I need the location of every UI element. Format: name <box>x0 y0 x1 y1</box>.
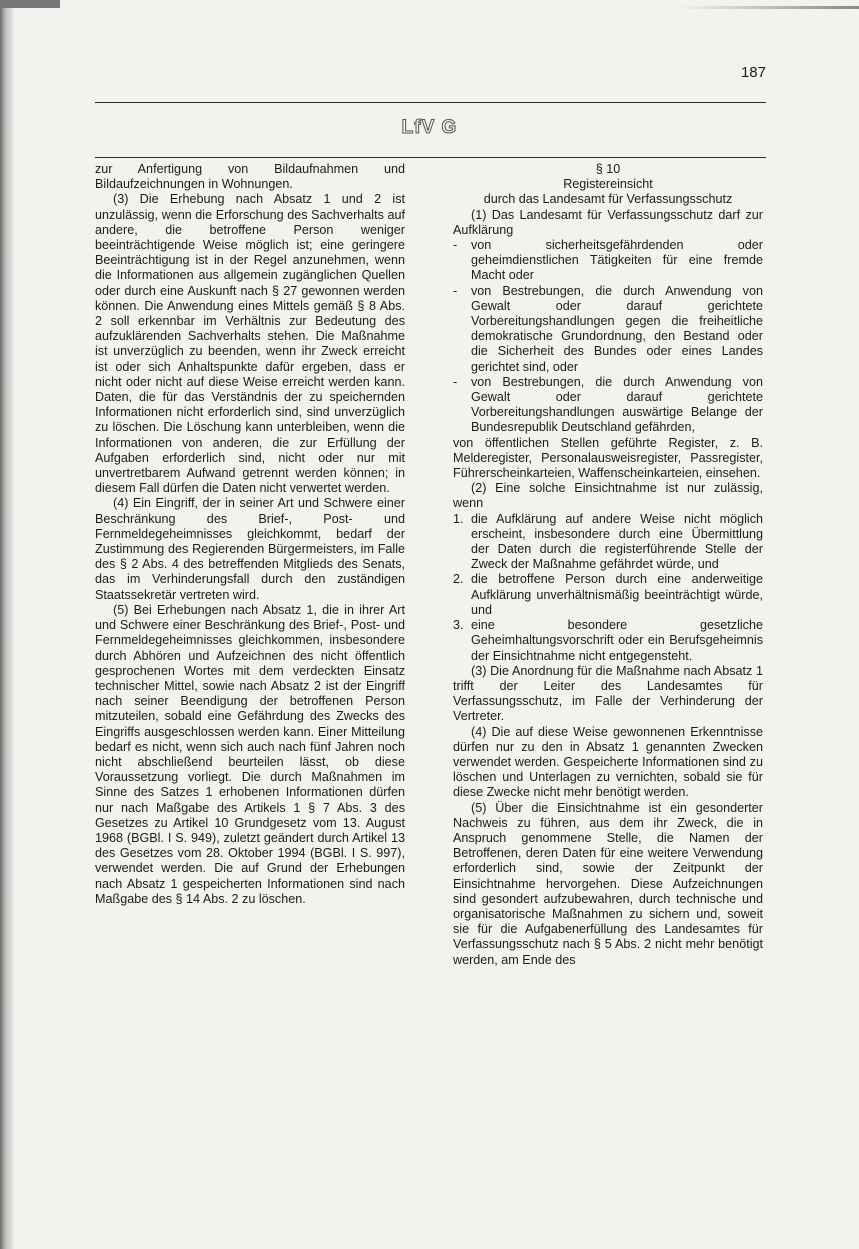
right-paragraph-2-intro: (2) Eine solche Einsichtnahme ist nur zulässig, wenn <box>453 481 763 511</box>
condition-list <box>453 512 763 664</box>
scan-binding-shadow <box>0 0 14 1249</box>
left-paragraph-5: (5) Bei Erhebungen nach Absatz 1, die in ihrer Art und Schwere einer Beschränkung des Brief-, Post- und Fernmeldegeheimnisses gleichkommen, insbesondere durch Abhören und Aufzeichnen des nicht öffentlich gesprochenen Wortes mit dem verdeckten Einsatz technischer Mittel, sowie nach Absatz 2 ist der Eingriff nach seiner Beendigung der betroffenen Person mitzuteilen, sobald eine Gefährdung des Zwecks des Eingriffs ausgeschlossen werden kann. Einer Mitteilung bedarf es nicht, wenn sich auch nach fünf Jahren noch nicht abschließend beurteilen lässt, ob diese Voraussetzung vorliegt. Die durch Maßnahmen im Sinne des Satzes 1 erhobenen Informationen dürfen nur nach Maßgabe des Artikels 1 § 7 Abs. 3 des Gesetzes zu Artikel 10 Grundgesetz vom 13. August 1968 (BGBl. I S. 949), zuletzt geändert durch Artikel 13 des Gesetzes vom 28. Oktober 1994 (BGBl. I S. 997), verwendet werden. Die auf Grund der Erhebungen nach Absatz 1 gespeicherten Informationen sind nach Maßgabe des § 14 Abs. 2 zu löschen. <box>95 602 405 906</box>
list-item <box>453 375 763 436</box>
right-paragraph-1-outro: von öffentlichen Stellen geführte Register, z. B. Melderegister, Personalausweisregister, Passregister, Führerscheinkarteien, Waffenscheinkarteien, einsehen. <box>453 435 763 481</box>
number-marker: 1. <box>453 511 464 526</box>
purpose-list <box>453 238 763 436</box>
section-subtitle: durch das Landesamt für Verfassungsschutz <box>483 192 733 207</box>
left-paragraph-3: (3) Die Erhebung nach Absatz 1 und 2 ist unzulässig, wenn die Erforschung des Sachverhalts auf andere, die betroffene Person weniger beeinträchtigende Weise möglich ist; eine geringere Beeinträchtigung ist in der Regel anzunehmen, wenn die Informationen aus allgemein zugänglichen Quellen oder durch eine Auskunft nach § 27 gewonnen werden können. Die Anwendung eines Mittels gemäß § 8 Abs. 2 soll erkennbar im Verhältnis zur Bedeutung des aufzuklärenden Sachverhalts stehen. Die Maßnahme ist unverzüglich zu beenden, wenn ihr Zweck erreicht ist oder sich Anhaltspunkte dafür ergeben, dass er nicht oder nicht auf diese Weise erreicht werden kann. Daten, die für das Verständnis der zu speichernden Informationen nicht erforderlich sind, sind unverzüglich zu löschen. Die Löschung kann unterbleiben, wenn die Informationen von anderen, die zur Erfüllung der Aufgaben erforderlich sind, nicht oder nur mit unvertretbarem Aufwand getrennt werden können; in diesem Fall dürfen die Daten nicht verwertet werden. <box>95 192 405 496</box>
right-column <box>453 162 763 968</box>
header-rule-top <box>95 102 766 103</box>
section-number: § 10 <box>595 162 621 176</box>
right-paragraph-5: (5) Über die Einsichtnahme ist ein gesonderter Nachweis zu führen, aus dem ihr Zweck, die in Anspruch genommene Stelle, die Namen der Betroffenen, deren Daten für eine weitere Verwendung erforderlich sind, sowie der Zeitpunkt der Einsichtnahme hervorgehen. Diese Aufzeichnungen sind gesondert aufzubewahren, durch technische und organisatorische Maßnahmen zu sichern und, soweit sie für die Aufgabenerfüllung des Landesamtes für Verfassungsschutz nach § 5 Abs. 2 nicht mehr benötigt werden, am Ende des <box>453 800 763 967</box>
section-title: Registereinsicht <box>563 177 653 192</box>
list-item <box>453 572 763 618</box>
header-rule-bottom <box>95 157 766 158</box>
page-number: 187 <box>740 64 766 81</box>
list-item <box>453 618 763 664</box>
left-paragraph-continuation: zur Anfertigung von Bildaufnahmen und Bildaufzeichnungen in Wohnungen. <box>95 162 405 192</box>
right-paragraph-1-intro: (1) Das Landesamt für Verfassungsschutz darf zur Aufklärung <box>453 207 763 237</box>
right-paragraph-3: (3) Die Anordnung für die Maßnahme nach Absatz 1 trifft der Leiter des Landesamtes für Verfassungsschutz, im Falle der Verhinderung der Vertreter. <box>453 663 763 724</box>
list-item-text: von sicherheitsgefährdenden oder geheimdienstlichen Tätigkeiten für eine fremde Macht oder <box>471 238 763 283</box>
scan-edge-mark <box>679 6 859 9</box>
list-item-text: die Aufklärung auf andere Weise nicht möglich erscheint, insbesondere durch eine Übermittlung der Daten durch die registerführende Stelle der Zweck der Maßnahme gefährdet würde, und <box>471 511 763 572</box>
list-item-text: von Bestrebungen, die durch Anwendung von Gewalt oder darauf gerichtete Vorbereitungshandlungen auswärtige Belange der Bundesrepublik Deutschland gefährden, <box>471 374 763 435</box>
right-paragraph-4: (4) Die auf diese Weise gewonnenen Erkenntnisse dürfen nur zu den in Absatz 1 genannten Zwecken verwendet werden. Gespeicherte Informationen sind zu löschen und Unterlagen zu vernichten, sobald sie für diese Zwecke nicht mehr benötigt werden. <box>453 724 763 800</box>
header-logo-mark: LfV G <box>401 117 458 138</box>
list-item <box>453 512 763 573</box>
list-item-text: eine besondere gesetzliche Geheimhaltungsvorschrift oder ein Berufsgeheimnis der Einsichtnahme nicht entgegensteht. <box>471 618 763 663</box>
dash-marker: - <box>453 283 458 298</box>
dash-marker: - <box>453 238 458 253</box>
dash-marker: - <box>453 374 458 389</box>
list-item-text: von Bestrebungen, die durch Anwendung von Gewalt oder darauf gerichtete Vorbereitungshandlungen gegen die freiheitliche demokratische Grundordnung, den Bestand oder die Sicherheit des Bundes oder eines Landes gerichtet sind, oder <box>471 283 763 374</box>
number-marker: 3. <box>453 618 464 633</box>
list-item-text: die betroffene Person durch eine anderweitige Aufklärung unverhältnismäßig beeinträchtigt würde, und <box>471 572 763 617</box>
left-paragraph-4: (4) Ein Eingriff, der in seiner Art und Schwere einer Beschränkung des Brief-, Post- und Fernmeldegeheimnisses gleichkommt, bedarf der Zustimmung des Regierenden Bürgermeisters, im Falle des § 2 Abs. 4 des betreffenden Mitglieds des Senats, das im Verhinderungsfall durch den zuständigen Staatssekretär vertreten wird. <box>95 496 405 602</box>
list-item <box>453 238 763 284</box>
number-marker: 2. <box>453 572 464 587</box>
list-item <box>453 284 763 375</box>
scan-corner-mark <box>0 0 60 8</box>
left-column <box>95 162 405 907</box>
